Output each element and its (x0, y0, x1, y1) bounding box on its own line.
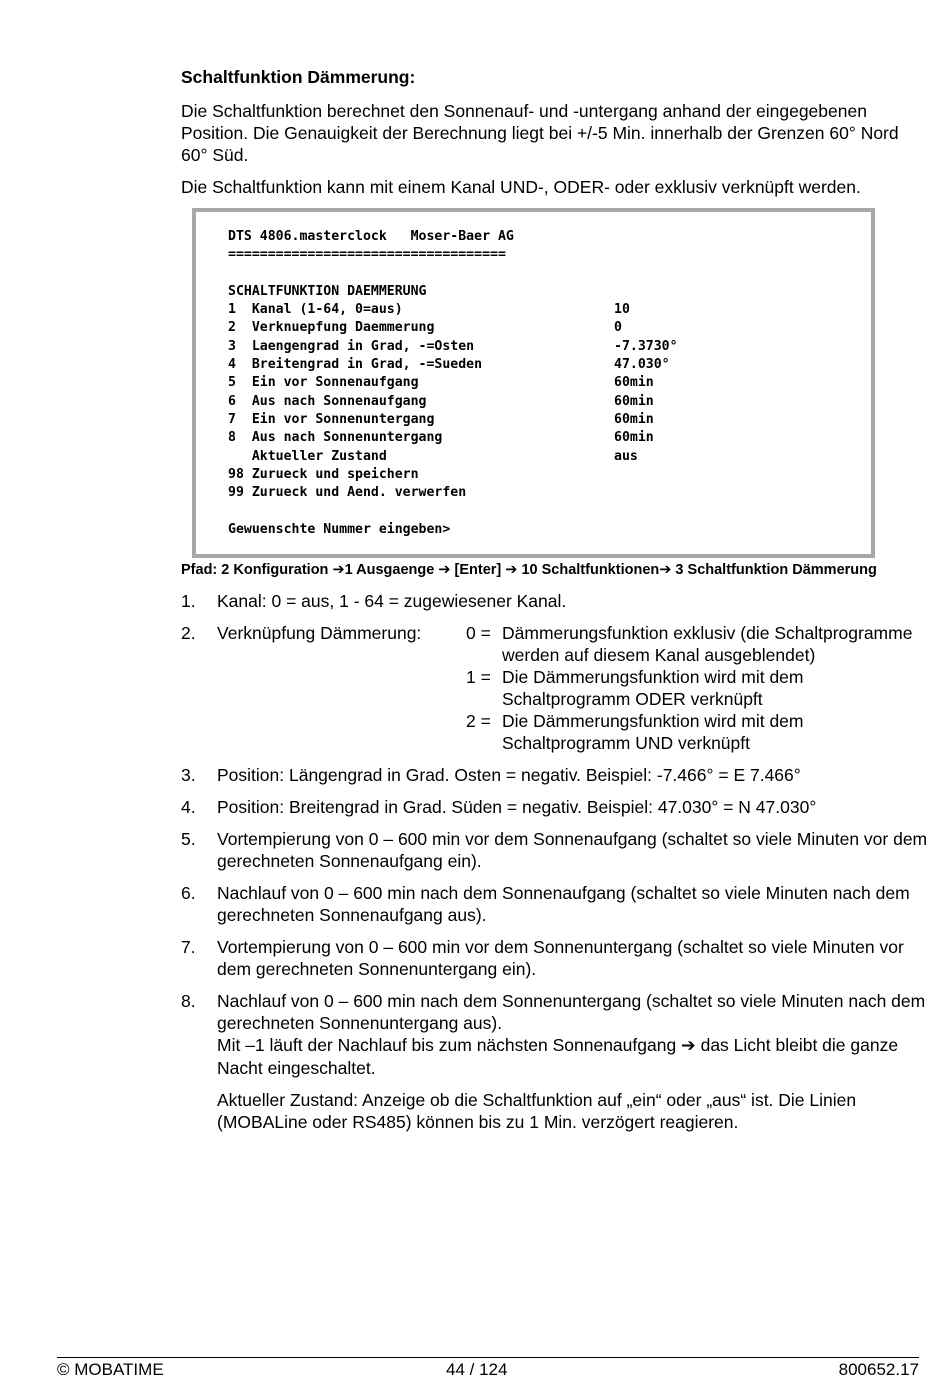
section-heading: Schaltfunktion Dämmerung: (181, 67, 416, 87)
menu-item-label: 4 Breitengrad in Grad, -=Sueden (228, 357, 483, 373)
list-item-logic (181, 622, 929, 754)
menu-item-label: 6 Aus nach Sonnenaufgang (228, 393, 427, 409)
item-number: 8. (181, 990, 196, 1011)
item-text: Vortempierung von 0 – 600 min vor dem Sonnenuntergang (schaltet so viele Minuten vor dem gerechneten Sonnenuntergang ein). (217, 936, 904, 979)
item-number: 3. (181, 764, 196, 785)
spacer (217, 666, 466, 710)
footer-divider (57, 1357, 919, 1358)
option-text: Dämmerungsfunktion exklusiv (die Schaltprogramme werden auf diesem Kanal ausgeblendet) (502, 622, 913, 665)
item-number: 4. (181, 796, 196, 817)
item-text: Nachlauf von 0 – 600 min nach dem Sonnenaufgang (schaltet so viele Minuten nach dem gerechneten Sonnenaufgang aus). (217, 882, 910, 925)
menu-item (228, 411, 871, 429)
menu-item-label: 8 Aus nach Sonnenuntergang (228, 430, 443, 446)
intro-paragraph: Die Schaltfunktion berechnet den Sonnenauf- und -untergang anhand der eingegebenen Position. Die Genauigkeit der Berechnung liegt bei +/-5 Min. innerhalb der Grenzen 60° Nord 60° Süd. (181, 101, 899, 165)
status-note-text: Aktueller Zustand: Anzeige ob die Schaltfunktion auf „ein“ oder „aus“ ist. Die Linien (MOBALine oder RS485) können bis zu 1 Min. verzögert reagieren. (217, 1089, 857, 1132)
path-text: 10 Schaltfunktionen (517, 562, 660, 578)
menu-item (228, 374, 871, 392)
logic-options (217, 622, 929, 754)
terminal-screenshot (192, 208, 875, 558)
spacer (217, 710, 466, 754)
terminal-prompt: Gewuenschte Nummer eingeben> (228, 521, 451, 537)
item-number: 2. (181, 622, 196, 643)
footer-doc-number: 800652.17 (838, 1360, 919, 1379)
item-text: Nachlauf von 0 – 600 min nach dem Sonnenuntergang (schaltet so viele Minuten nach dem gerechneten Sonnenuntergang aus). (217, 990, 926, 1033)
menu-item-value: 60min (614, 430, 654, 446)
document-body (181, 66, 929, 1143)
menu-item (228, 319, 871, 337)
list-item-latitude (181, 796, 929, 818)
menu-item (228, 356, 871, 374)
menu-item-value: 0 (614, 320, 622, 336)
menu-item (228, 466, 871, 484)
menu-item-label: 1 Kanal (1-64, 0=aus) (228, 302, 403, 318)
path-text: 3 Schaltfunktion Dämmerung (671, 562, 877, 578)
menu-item-value: 60min (614, 411, 654, 427)
terminal-header: DTS 4806.masterclock Moser-Baer AG (228, 229, 514, 244)
menu-item-value: 10 (614, 302, 630, 318)
option-text: Die Dämmerungsfunktion wird mit dem Schaltprogramm UND verknüpft (502, 710, 804, 753)
item-number: 5. (181, 828, 196, 849)
footer-page-number: 44 / 124 (446, 1360, 508, 1379)
terminal-rule: =================================== (228, 247, 506, 263)
item-text: Position: Längengrad in Grad. Osten = negativ. Beispiel: -7.466° = E 7.466° (217, 764, 801, 785)
list-item-sunrise-off (181, 882, 929, 926)
list-item-longitude (181, 764, 929, 786)
footer-copyright: © MOBATIME (57, 1360, 164, 1379)
menu-item-label: 7 Ein vor Sonnenuntergang (228, 411, 435, 427)
menu-item (228, 484, 871, 502)
terminal-blank (228, 265, 871, 283)
arrow-right-icon: ➔ (332, 562, 345, 578)
item-text: Vortempierung von 0 – 600 min vor dem Sonnenaufgang (schaltet so viele Minuten vor dem gerechneten Sonnenaufgang ein). (217, 828, 928, 871)
menu-item (228, 338, 871, 356)
menu-item-label: 5 Ein vor Sonnenaufgang (228, 375, 419, 391)
terminal-blank (228, 502, 871, 520)
item-text: Kanal: 0 = aus, 1 - 64 = zugewiesener Kanal. (217, 590, 567, 611)
terminal-title: SCHALTFUNKTION DAEMMERUNG (228, 283, 427, 299)
item-note: Mit –1 läuft der Nachlauf bis zum nächsten Sonnenaufgang (217, 1034, 682, 1055)
menu-item-value: 60min (614, 375, 654, 391)
menu-item-label: Aktueller Zustand (228, 448, 387, 464)
path-text: 1 Ausgaenge (344, 562, 439, 578)
path-text: [Enter] (450, 562, 506, 578)
menu-item-value: 60min (614, 393, 654, 409)
intro-paragraph-logic: Die Schaltfunktion kann mit einem Kanal UND-, ODER- oder exklusiv verknüpft werden. (181, 177, 861, 197)
item-number: 1. (181, 590, 196, 611)
option-key: 2 = (466, 710, 491, 731)
parameter-list (181, 590, 929, 1133)
menu-item (228, 448, 871, 466)
option-key: 1 = (466, 666, 491, 687)
menu-item (228, 429, 871, 447)
menu-item-label: 2 Verknuepfung Daemmerung (228, 320, 435, 336)
item-note: das Licht bleibt die ganze Nacht eingeschaltet. (217, 1034, 899, 1078)
item-number: 7. (181, 936, 196, 957)
menu-item-value: -7.3730° (614, 338, 678, 354)
arrow-right-icon: ➔ (438, 562, 451, 578)
arrow-right-icon: ➔ (681, 1035, 696, 1056)
menu-item-label: 3 Laengengrad in Grad, -=Osten (228, 338, 475, 354)
list-item-channel (181, 590, 929, 612)
list-item-sunrise-on (181, 828, 929, 872)
menu-path (181, 562, 929, 580)
menu-item (228, 301, 871, 319)
menu-item-value: aus (614, 448, 638, 464)
option-key: 0 = (466, 622, 491, 643)
status-note (181, 1089, 929, 1133)
menu-item-label: 98 Zurueck und speichern (228, 466, 419, 482)
menu-item (228, 393, 871, 411)
path-text: Pfad: 2 Konfiguration (181, 562, 333, 578)
arrow-right-icon: ➔ (659, 562, 672, 578)
item-label: Verknüpfung Dämmerung: (217, 622, 422, 643)
list-item-sunset-on (181, 936, 929, 980)
menu-item-value: 47.030° (614, 357, 670, 373)
menu-item-label: 99 Zurueck und Aend. verwerfen (228, 485, 467, 501)
arrow-right-icon: ➔ (505, 562, 518, 578)
item-text: Position: Breitengrad in Grad. Süden = negativ. Beispiel: 47.030° = N 47.030° (217, 796, 817, 817)
item-number: 6. (181, 882, 196, 903)
list-item-sunset-off (181, 990, 929, 1079)
option-text: Die Dämmerungsfunktion wird mit dem Schaltprogramm ODER verknüpft (502, 666, 804, 709)
